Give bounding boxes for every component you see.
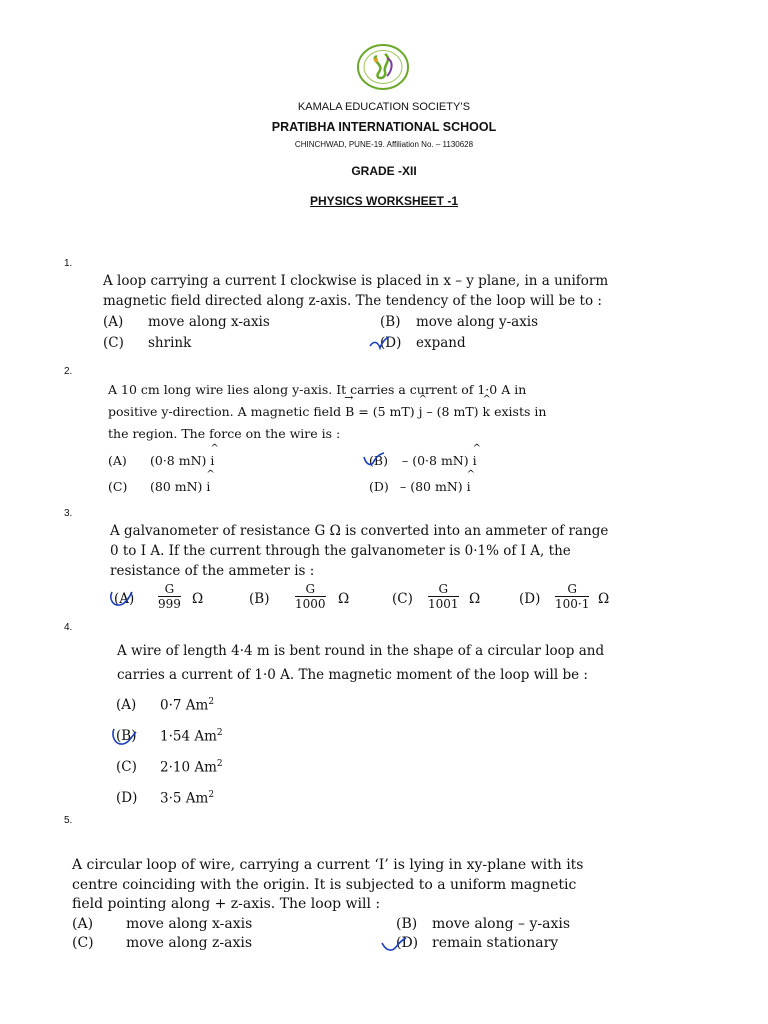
question-5-line-3: field pointing along + z-axis. The loop will : <box>72 896 381 912</box>
school-logo <box>355 42 411 92</box>
question-2-option-c-label: (C) <box>108 479 128 494</box>
question-1-option-b: move along y-axis <box>416 314 539 330</box>
question-1-option-c-label: (C) <box>103 335 124 351</box>
question-2-option-b: – (0·8 mN) ^ i <box>402 453 477 468</box>
question-3-option-d-fraction: G 100·1 <box>555 582 590 611</box>
question-2-option-d-label: (D) <box>369 479 389 494</box>
ohm-symbol: Ω <box>469 591 481 607</box>
question-5-option-a: move along x-axis <box>126 916 253 932</box>
question-1-option-a-label: (A) <box>103 314 124 330</box>
question-4-option-a-label: (A) <box>116 697 137 713</box>
question-5-line-2: centre coinciding with the origin. It is subjected to a uniform magnetic <box>72 877 577 893</box>
question-4-line-2: carries a current of 1·0 A. The magnetic moment of the loop will be : <box>117 667 588 683</box>
question-3-option-d-label: (D) <box>519 591 541 607</box>
question-3-option-c-label: (C) <box>392 591 413 607</box>
question-1-option-a: move along x-axis <box>148 314 270 330</box>
grade-label: GRADE -XII <box>351 164 417 178</box>
question-3-option-b-fraction: G 1000 <box>295 582 326 611</box>
question-3-option-a-label: (A) <box>114 591 135 607</box>
question-2-option-d: – (80 mN) ^ i <box>400 479 471 494</box>
question-2-option-c: (80 mN) ^ i <box>150 479 210 494</box>
pen-tick-mark <box>108 588 134 610</box>
pen-tick-mark <box>362 451 386 469</box>
question-2-option-b-label: (B) <box>369 453 388 468</box>
question-1-option-c: shrink <box>148 335 192 351</box>
pen-tick-mark <box>110 726 138 748</box>
unit-vector-j: ^ j <box>419 404 423 419</box>
question-1-option-d: expand <box>416 335 466 351</box>
ohm-symbol: Ω <box>598 591 610 607</box>
question-5-option-b-label: (B) <box>396 916 418 932</box>
vector-b: → B <box>345 404 354 419</box>
ohm-symbol: Ω <box>192 591 204 607</box>
question-1-number: 1. <box>64 258 73 269</box>
question-4-option-d: 3·5 Am$^2$ <box>160 790 215 807</box>
ohm-symbol: Ω <box>338 591 350 607</box>
question-2-option-a-label: (A) <box>108 453 127 468</box>
question-1-line-2: magnetic field directed along z-axis. The tendency of the loop will be to : <box>103 293 602 309</box>
question-5-line-1: A circular loop of wire, carrying a current ‘I’ is lying in xy-plane with its <box>72 857 584 873</box>
question-2-line-2: positive y-direction. A magnetic field → B = (5 mT) ^ j – (8 mT) ^ k exists in <box>108 404 546 419</box>
pen-tick-mark <box>368 334 390 352</box>
worksheet-title: PHYSICS WORKSHEET -1 <box>309 194 459 208</box>
question-3-option-c-fraction: G 1001 <box>428 582 459 611</box>
unit-vector-k: ^ k <box>483 404 491 419</box>
question-4-option-d-label: (D) <box>116 790 138 806</box>
question-3-number: 3. <box>64 508 73 519</box>
question-3-option-a-fraction: G 999 <box>158 582 181 611</box>
question-2-line-1: A 10 cm long wire lies along y-axis. It carries a current of 1·0 A in <box>108 382 527 397</box>
question-1-option-b-label: (B) <box>380 314 401 330</box>
question-4-option-b: 1·54 Am$^2$ <box>160 728 223 745</box>
question-3-line-1: A galvanometer of resistance G Ω is converted into an ammeter of range <box>110 523 609 539</box>
question-5-option-b: move along – y-axis <box>432 916 571 932</box>
society-name: KAMALA EDUCATION SOCIETY’S <box>297 101 471 113</box>
question-5-number: 5. <box>64 815 73 826</box>
question-4-line-1: A wire of length 4·4 m is bent round in the shape of a circular loop and <box>117 643 605 659</box>
question-3-option-b-label: (B) <box>249 591 270 607</box>
question-4-number: 4. <box>64 622 73 633</box>
question-2-line-3: the region. The force on the wire is : <box>108 426 341 441</box>
question-4-option-b-label: (B) <box>116 728 137 744</box>
question-5-option-d-label: (D) <box>396 935 419 951</box>
question-5-option-d: remain stationary <box>432 935 559 951</box>
question-3-line-3: resistance of the ammeter is : <box>110 563 315 579</box>
school-name: PRATIBHA INTERNATIONAL SCHOOL <box>271 120 497 134</box>
question-5-option-c-label: (C) <box>72 935 94 951</box>
question-5-option-c: move along z-axis <box>126 935 253 951</box>
question-1-option-d-label: (D) <box>380 335 402 351</box>
question-1-line-1: A loop carrying a current I clockwise is placed in x – y plane, in a uniform <box>103 273 609 289</box>
question-2-option-a: (0·8 mN) ^ i <box>150 453 214 468</box>
question-5-option-a-label: (A) <box>72 916 94 932</box>
question-4-option-c-label: (C) <box>116 759 137 775</box>
question-4-option-a: 0·7 Am$^2$ <box>160 697 215 714</box>
pen-tick-mark <box>380 935 408 955</box>
question-4-option-c: 2·10 Am$^2$ <box>160 759 223 776</box>
question-2-number: 2. <box>64 366 73 377</box>
school-address: CHINCHWAD, PUNE-19. Affiliation No. – 1130628 <box>294 140 474 149</box>
question-3-line-2: 0 to I A. If the current through the galvanometer is 0·1% of I A, the <box>110 543 571 559</box>
